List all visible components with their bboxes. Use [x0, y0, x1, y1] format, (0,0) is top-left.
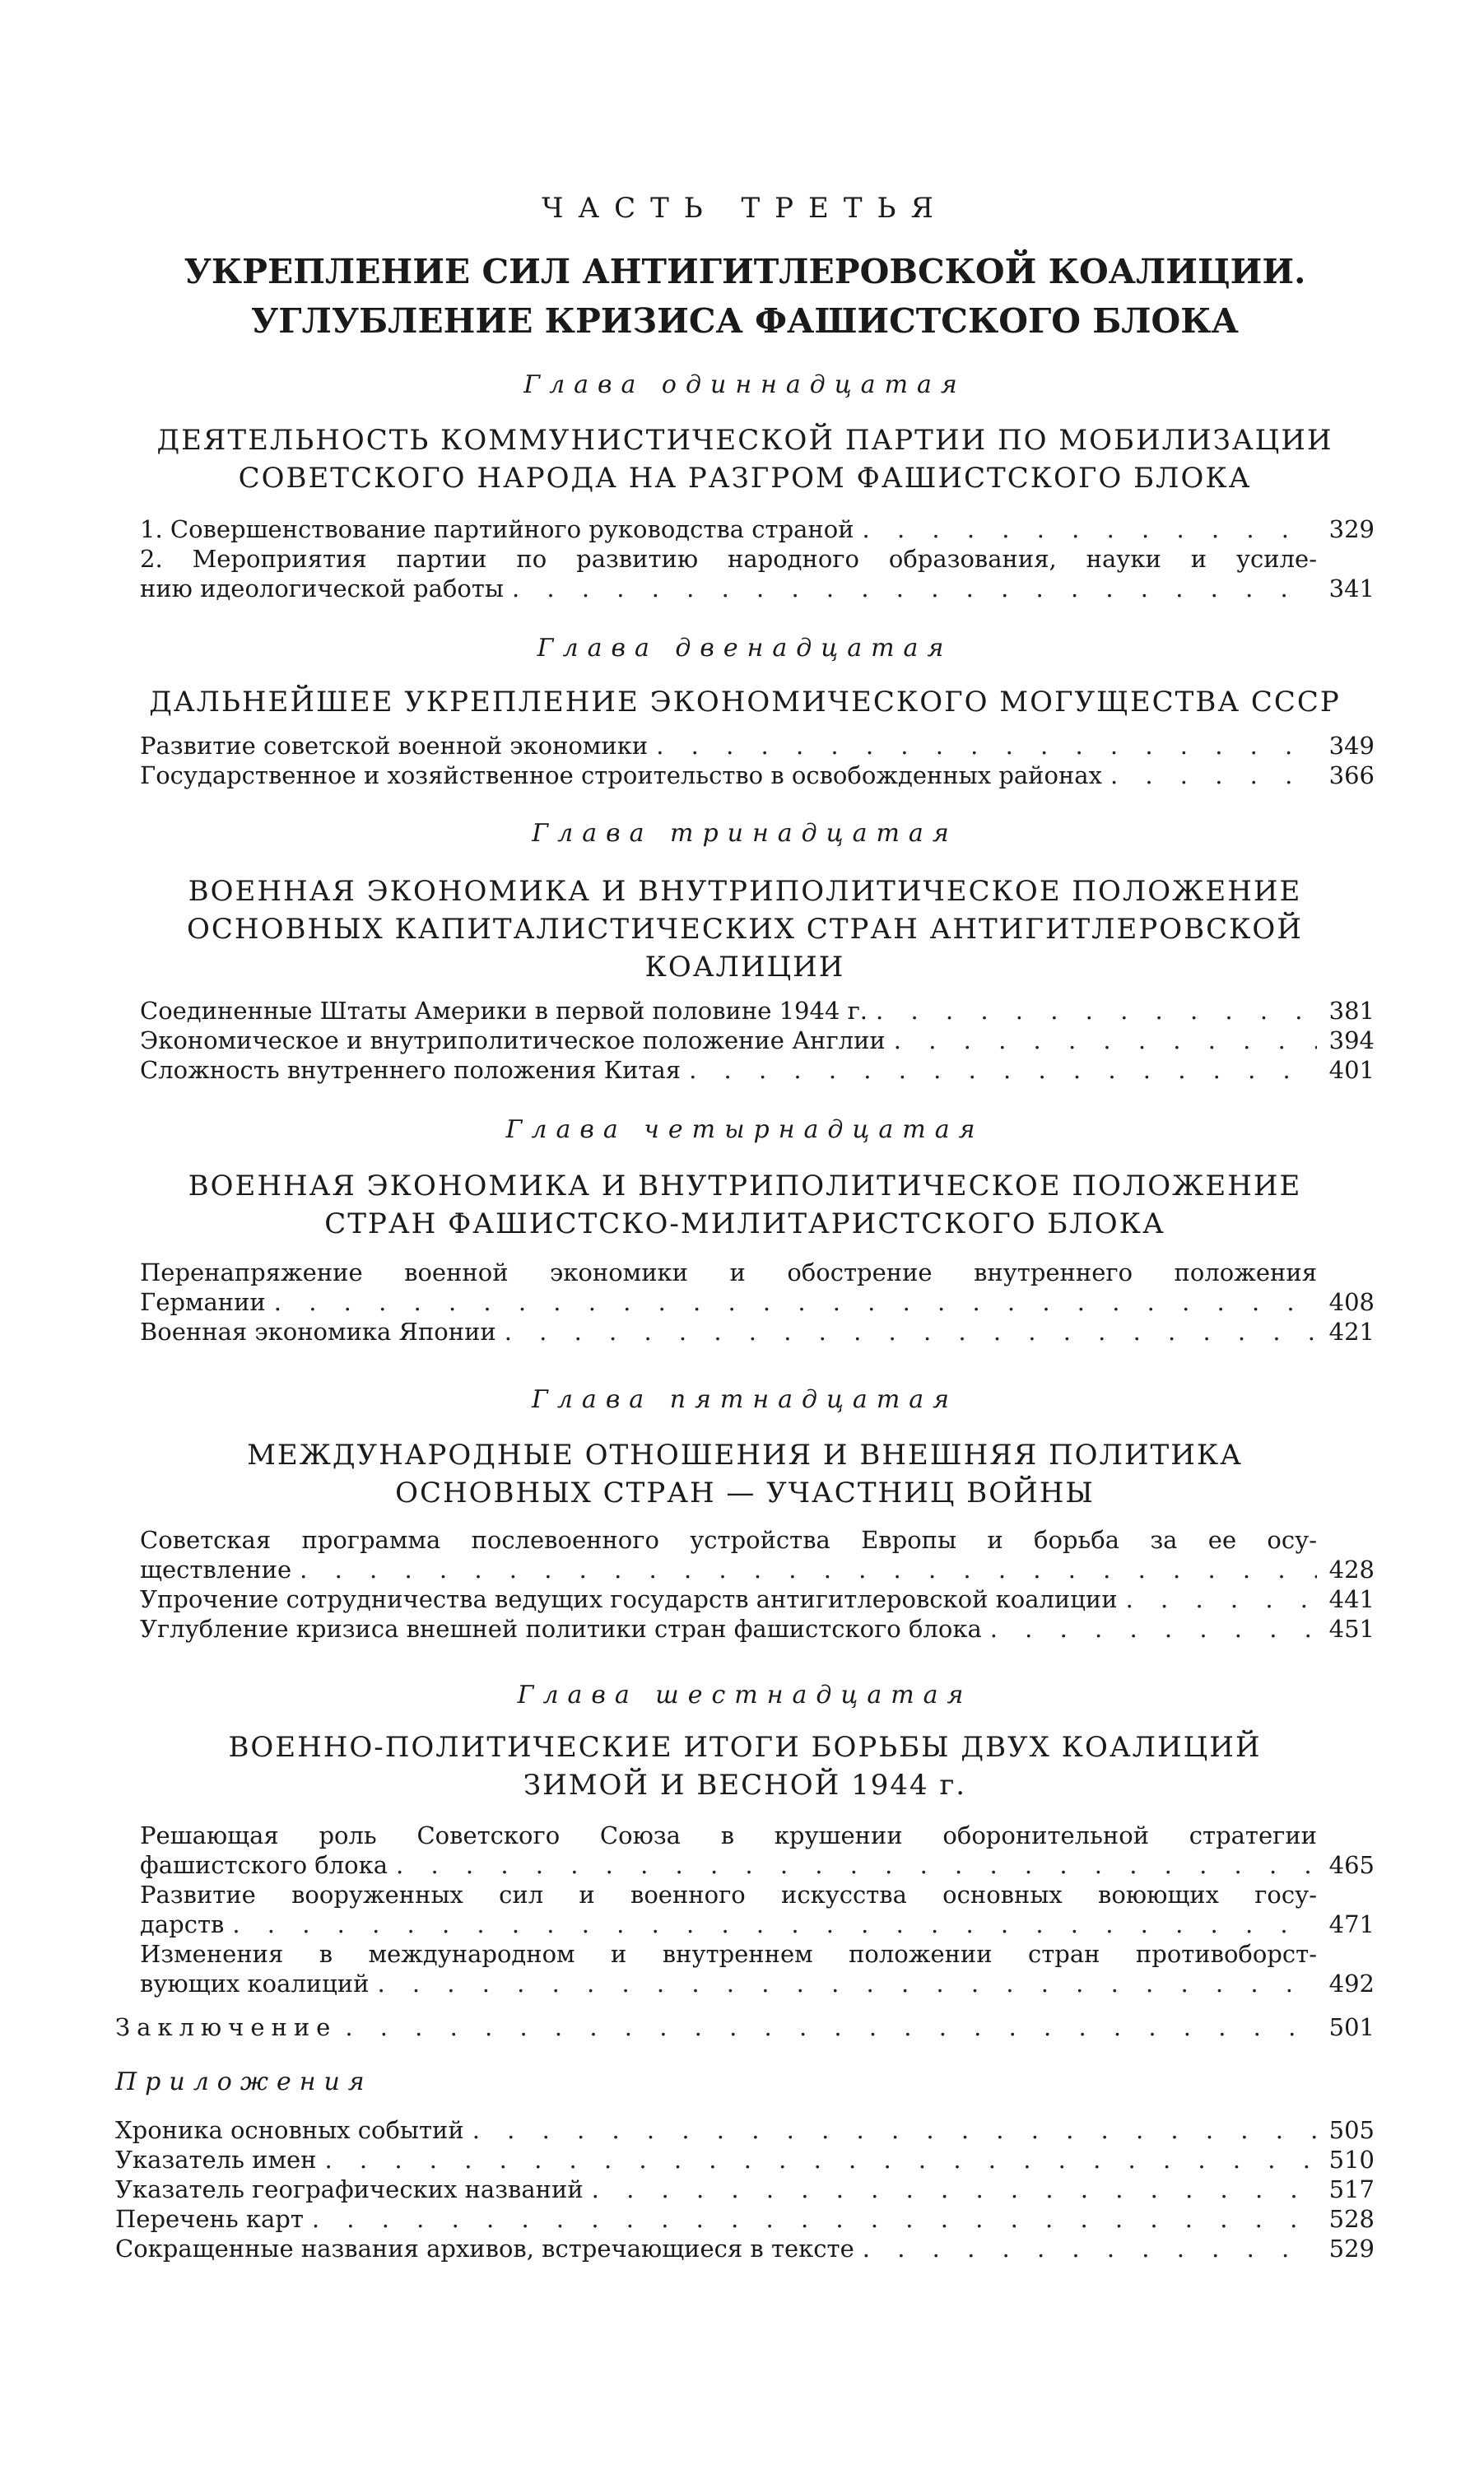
part-title-line-1: УКРЕПЛЕНИЕ СИЛ АНТИГИТЛЕРОВСКОЙ КОАЛИЦИИ.	[184, 252, 1306, 291]
chapter-14-label: Глава четырнадцатая	[505, 1115, 984, 1144]
leader-dots	[863, 2234, 1317, 2263]
toc-entry-text: ществление	[140, 1556, 292, 1584]
toc-entry-text: 1. Совершенствование партийного руководства страной	[140, 515, 854, 543]
leader-dots	[505, 1317, 1317, 1347]
toc-entry-text: Государственное и хозяйственное строительство в освобожденных районах	[140, 761, 1102, 789]
chapter-12-title	[115, 683, 1375, 721]
chapter-12-label: Глава двенадцатая	[537, 634, 953, 663]
leader-dots	[274, 1287, 1317, 1317]
toc-entry-page: 501	[1328, 2013, 1375, 2041]
toc-entry-page: 381	[1328, 997, 1375, 1025]
chapter-11-label: Глава одиннадцатая	[523, 370, 966, 399]
chapter-title-line: ОСНОВНЫХ КАПИТАЛИСТИЧЕСКИХ СТРАН АНТИГИТЛЕРОВСКОЙ	[187, 913, 1303, 946]
toc-entry[interactable]	[115, 2115, 1375, 2145]
chapter-title-line: ДАЛЬНЕЙШЕЕ УКРЕПЛЕНИЕ ЭКОНОМИЧЕСКОГО МОГУЩЕСТВА СССР	[149, 686, 1341, 719]
toc-entry-text: Хроника основных событий	[115, 2116, 464, 2144]
chapter-13-entries	[140, 996, 1375, 1085]
chapter-15-label: Глава пятнадцатая	[531, 1385, 959, 1414]
toc-entry-page: 528	[1328, 2205, 1375, 2233]
toc-entry-text: фашистского блока	[140, 1851, 388, 1879]
chapter-14-title	[115, 1167, 1375, 1243]
toc-entry[interactable]	[140, 1880, 1375, 1939]
conclusion-section	[115, 2012, 1375, 2042]
toc-entry-page: 394	[1328, 1026, 1375, 1054]
part-title	[115, 247, 1375, 346]
toc-entry-text-line-1: Решающая роль Советского Союза в крушении оборонительной стратегии	[140, 1821, 1317, 1849]
leader-dots	[345, 2012, 1317, 2042]
toc-entry[interactable]	[140, 1055, 1375, 1085]
toc-entry[interactable]	[140, 1939, 1375, 1998]
toc-entry-conclusion[interactable]	[115, 2012, 1375, 2042]
leader-dots	[472, 2115, 1317, 2145]
toc-entry-page: 492	[1328, 1970, 1375, 1998]
chapter-11-title	[115, 421, 1375, 497]
leader-dots	[656, 731, 1317, 761]
toc-entry[interactable]	[115, 2175, 1375, 2204]
toc-entry-page: 529	[1328, 2235, 1375, 2263]
toc-entry-text: нию идеологической работы	[140, 574, 504, 602]
chapter-title-line: ВОЕННО-ПОЛИТИЧЕСКИЕ ИТОГИ БОРЬБЫ ДВУХ КОАЛИЦИЙ	[228, 1731, 1262, 1764]
toc-entry-page: 510	[1328, 2146, 1375, 2174]
leader-dots	[592, 2175, 1317, 2204]
toc-entry[interactable]	[140, 1584, 1375, 1614]
toc-entry-page: 505	[1328, 2116, 1375, 2144]
toc-entry[interactable]	[140, 1258, 1375, 1317]
toc-entry[interactable]	[140, 544, 1375, 603]
toc-entry-text: Указатель имен	[115, 2146, 317, 2174]
toc-entry-page: 421	[1328, 1318, 1375, 1346]
chapter-13-title	[115, 872, 1375, 986]
toc-entry-page: 401	[1328, 1056, 1375, 1084]
toc-entry-text-line-1: Перенапряжение военной экономики и обострение внутреннего положения	[140, 1258, 1317, 1286]
appendix-entries	[115, 2115, 1375, 2263]
toc-entry[interactable]	[140, 761, 1375, 790]
toc-entry-text: Развитие советской военной экономики	[140, 732, 649, 760]
leader-dots	[990, 1614, 1317, 1644]
toc-entry-text: Военная экономика Японии	[140, 1318, 496, 1346]
chapter-15-title	[115, 1436, 1375, 1512]
chapter-16-title	[115, 1728, 1375, 1804]
chapter-11-entries	[140, 514, 1375, 603]
toc-entry-page: 408	[1328, 1288, 1375, 1316]
toc-entry-text: вующих коалиций	[140, 1970, 370, 1998]
leader-dots	[1110, 761, 1317, 790]
toc-entry[interactable]	[140, 1821, 1375, 1880]
toc-entry-text: Экономическое и внутриполитическое положение Англии	[140, 1026, 886, 1054]
toc-entry[interactable]	[115, 2204, 1375, 2234]
chapter-title-line: ДЕЯТЕЛЬНОСТЬ КОММУНИСТИЧЕСКОЙ ПАРТИИ ПО МОБИЛИЗАЦИИ	[156, 424, 1333, 457]
toc-entry-text: Сокращенные названия архивов, встречающиеся в тексте	[115, 2235, 854, 2263]
toc-entry-page: 441	[1328, 1585, 1375, 1613]
toc-entry-text: Углубление кризиса внешней политики стран фашистского блока	[140, 1615, 982, 1643]
toc-entry-text: Указатель географических названий	[115, 2175, 584, 2203]
chapter-title-line: ЗИМОЙ И ВЕСНОЙ 1944 г.	[523, 1769, 967, 1802]
toc-entry-page: 465	[1328, 1851, 1375, 1879]
toc-entry-page: 451	[1328, 1615, 1375, 1643]
chapter-13-label: Глава тринадцатая	[532, 819, 958, 848]
toc-entry-page: 471	[1328, 1910, 1375, 1938]
chapter-16-label: Глава шестнадцатая	[517, 1681, 973, 1709]
chapter-title-line: ВОЕННАЯ ЭКОНОМИКА И ВНУТРИПОЛИТИЧЕСКОЕ ПОЛОЖЕНИЕ	[188, 1170, 1302, 1202]
toc-entry[interactable]	[115, 2234, 1375, 2263]
chapter-title-line: ВОЕННАЯ ЭКОНОМИКА И ВНУТРИПОЛИТИЧЕСКОЕ ПОЛОЖЕНИЕ	[188, 875, 1302, 908]
chapter-16-entries	[140, 1821, 1375, 1998]
toc-entry-page: 428	[1328, 1556, 1375, 1584]
chapter-title-line: КОАЛИЦИИ	[644, 951, 845, 984]
part-title-line-2: УГЛУБЛЕНИЕ КРИЗИСА ФАШИСТСКОГО БЛОКА	[251, 301, 1239, 341]
toc-entry[interactable]	[140, 1317, 1375, 1347]
toc-entry[interactable]	[140, 514, 1375, 544]
toc-entry-page: 329	[1328, 515, 1375, 543]
toc-entry[interactable]	[140, 1026, 1375, 1055]
toc-entry-text: дарств	[140, 1910, 225, 1938]
toc-entry[interactable]	[115, 2145, 1375, 2175]
leader-dots	[312, 2204, 1317, 2234]
appendix-label: Приложения	[115, 2068, 373, 2096]
toc-entry[interactable]	[140, 1614, 1375, 1644]
leader-dots	[232, 1909, 1317, 1939]
toc-entry[interactable]	[140, 996, 1375, 1026]
leader-dots	[894, 1026, 1317, 1055]
toc-entry-text-line-1: 2. Мероприятия партии по развитию народного образования, науки и усиле-	[140, 545, 1317, 573]
toc-entry-text: Сложность внутреннего положения Китая	[140, 1056, 682, 1084]
toc-entry[interactable]	[140, 1525, 1375, 1584]
toc-entry-text-line-1: Развитие вооруженных сил и военного искусства основных воюющих госу-	[140, 1881, 1317, 1909]
leader-dots	[377, 1969, 1317, 1998]
leader-dots	[863, 514, 1317, 544]
part-label: ЧАСТЬ ТРЕТЬЯ	[542, 192, 948, 225]
leader-dots	[325, 2145, 1318, 2175]
toc-entry-text: Соединенные Штаты Америки в первой половине 1944 г.	[140, 997, 868, 1025]
leader-dots	[876, 996, 1317, 1026]
toc-entry-page: 517	[1328, 2175, 1375, 2203]
toc-entry-page: 349	[1328, 732, 1375, 760]
toc-entry-page: 341	[1328, 574, 1375, 602]
chapter-14-entries	[140, 1258, 1375, 1347]
toc-entry-text: Перечень карт	[115, 2205, 304, 2233]
toc-entry[interactable]	[140, 731, 1375, 761]
toc-entry-text: Заключение	[115, 2013, 337, 2041]
toc-entry-page: 366	[1328, 761, 1375, 789]
chapter-12-entries	[140, 731, 1375, 790]
chapter-title-line: СОВЕТСКОГО НАРОДА НА РАЗГРОМ ФАШИСТСКОГО БЛОКА	[238, 462, 1252, 495]
chapter-title-line: МЕЖДУНАРОДНЫЕ ОТНОШЕНИЯ И ВНЕШНЯЯ ПОЛИТИКА	[247, 1439, 1243, 1472]
leader-dots	[689, 1055, 1317, 1085]
leader-dots	[300, 1555, 1317, 1584]
leader-dots	[512, 574, 1317, 603]
toc-entry-text-line-1: Изменения в международном и внутреннем положении стран противоборст-	[140, 1940, 1317, 1968]
toc-entry-text-line-1: Советская программа послевоенного устройства Европы и борьба за ее осу-	[140, 1526, 1317, 1554]
chapter-title-line: ОСНОВНЫХ СТРАН — УЧАСТНИЦ ВОЙНЫ	[395, 1477, 1095, 1509]
toc-entry-text: Упрочение сотрудничества ведущих государств антигитлеровской коалиции	[140, 1585, 1118, 1613]
leader-dots	[396, 1850, 1317, 1880]
leader-dots	[1126, 1584, 1317, 1614]
chapter-15-entries	[140, 1525, 1375, 1644]
toc-entry-text: Германии	[140, 1288, 266, 1316]
chapter-title-line: СТРАН ФАШИСТСКО-МИЛИТАРИСТСКОГО БЛОКА	[324, 1207, 1165, 1240]
